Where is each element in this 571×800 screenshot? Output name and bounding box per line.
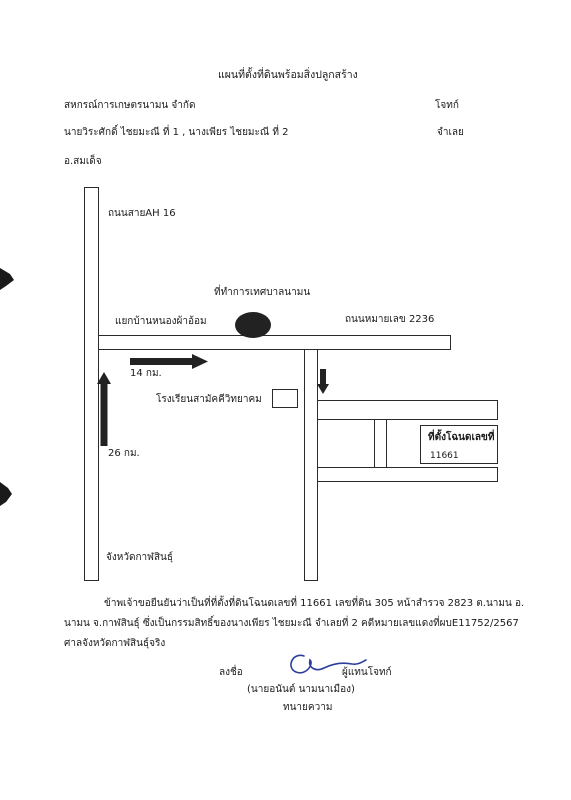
plaintiff-role: โจทก์: [435, 100, 459, 111]
side-road-lower: [317, 467, 498, 482]
defendants-names: นายวิระศักดิ์ ไชยมะณี ที่ 1 , นางเพียร ไชยมะณี ที่ 2: [64, 127, 289, 138]
distance-26-label: 26 กม.: [108, 448, 140, 459]
road-2236-horizontal: [98, 335, 451, 350]
signer-name: (นายอนันต์ นามนาเมือง): [247, 684, 355, 695]
municipal-office-marker: [233, 311, 273, 341]
statement-line-3: ศาลจังหวัดกาฬสินธุ์จริง: [64, 638, 166, 649]
branch-road-vertical: [304, 349, 318, 581]
distance-14-label: 14 กม.: [130, 368, 162, 379]
plot-label: ที่ตั้งโฉนดเลขที่: [428, 432, 495, 443]
municipal-office-label: ที่ทำการเทศบาลนามน: [214, 287, 311, 298]
road-ah16-label: ถนนสายAH 16: [108, 208, 176, 219]
scan-edge-mark-bottom: [0, 482, 14, 506]
province-label: จังหวัดกาฬสินธุ์: [106, 552, 173, 563]
defendant-role: จำเลย: [437, 127, 464, 138]
road-2236-label: ถนนหมายเลข 2236: [345, 314, 435, 325]
arrow-up-icon: [97, 372, 111, 447]
district-label: อ.สมเด็จ: [64, 156, 102, 167]
junction-label: แยกบ้านหนองผ้าอ้อม: [115, 316, 207, 327]
sign-label: ลงชื่อ: [219, 667, 243, 678]
statement-line-1: ข้าพเจ้าขอยืนยันว่าเป็นที่ที่ตั้งที่ดินโฉนดเลขที่ 11661 เลขที่ดิน 305 หน้าสำรวจ 2823 ต.นามน อ.: [104, 598, 525, 609]
plaintiff-name: สหกรณ์การเกษตรนามน จำกัด: [64, 100, 196, 111]
page-title: แผนที่ตั้งที่ดินพร้อมสิ่งปลูกสร้าง: [218, 69, 358, 81]
representative-role: ผู้แทนโจทก์: [342, 667, 392, 678]
signer-title: ทนายความ: [283, 702, 333, 713]
connector-lane: [374, 419, 387, 468]
side-road-upper: [317, 400, 498, 420]
statement-line-2: นามน จ.กาฬสินธุ์ ซึ่งเป็นกรรมสิทธิ์ของนางเพียร ไชยมะณี จำเลยที่ 2 คดีหมายเลขแดงที่ผบE11752/2567: [64, 618, 519, 629]
scan-edge-mark-top: [0, 268, 14, 290]
school-building: [272, 389, 298, 408]
school-label: โรงเรียนสามัคคีวิทยาคม: [156, 394, 262, 405]
arrow-down-icon: [317, 369, 329, 395]
plot-number: 11661: [430, 451, 459, 461]
